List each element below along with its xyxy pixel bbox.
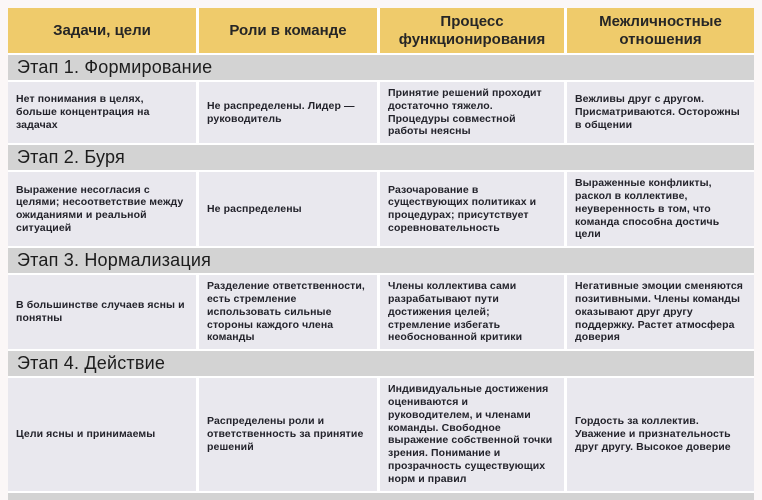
stage-cell-functioning-process: Принятие решений проходит достаточно тяжело. Процедуры совместной работы неясны: [380, 82, 564, 143]
stage-title-bar: [8, 248, 754, 273]
stage-content-row: [8, 275, 754, 349]
stage-title: Этап 4. Действие: [17, 353, 166, 374]
stage-content-row: [8, 378, 754, 490]
stage-section: [8, 248, 754, 349]
stage-cell-tasks-goals: Нет понимания в целях, больше концентрация на задачах: [8, 82, 196, 143]
stage-cell-interpersonal-relations: Гордость за коллектив. Уважение и признательность друг другу. Высокое доверие: [567, 378, 754, 490]
stage-section: [8, 145, 754, 246]
column-header-tasks-goals: Задачи, цели: [8, 8, 196, 53]
stage-cell-interpersonal-relations: Негативные эмоции сменяются позитивными. Члены команды оказывают друг другу поддержку. Растет атмосфера доверия: [567, 275, 754, 349]
column-header-team-roles: Роли в команде: [199, 8, 377, 53]
stage-title-bar: [8, 351, 754, 376]
stage-title: Этап 3. Нормализация: [17, 250, 212, 271]
stage-cell-team-roles: Не распределены. Лидер — руководитель: [199, 82, 377, 143]
stage-section: [8, 55, 754, 143]
stage-cell-functioning-process: Члены коллектива сами разрабатывают пути достижения целей; стремление избегать необоснованной критики: [380, 275, 564, 349]
stage-cell-functioning-process: Индивидуальные достижения оцениваются и руководителем, и членами команды. Свободное выражение собственной точки зрения. Понимание и прозрачность существующих норм и правил: [380, 378, 564, 490]
stage-title-bar: [8, 55, 754, 80]
stage-cell-tasks-goals: Выражение несогласия с целями; несоответствие между ожиданиями и реальной ситуацией: [8, 172, 196, 246]
stage-cell-tasks-goals: В большинстве случаев ясны и понятны: [8, 275, 196, 349]
stage-cell-team-roles: Распределены роли и ответственность за принятие решений: [199, 378, 377, 490]
stage-cell-functioning-process: Разочарование в существующих политиках и процедурах; присутствует соревновательность: [380, 172, 564, 246]
stage-cell-tasks-goals: Цели ясны и принимаемы: [8, 378, 196, 490]
stage-title: Этап 2. Буря: [17, 147, 125, 168]
stage-content-row: [8, 172, 754, 246]
team-development-stages-table: [8, 8, 754, 500]
stage-cell-interpersonal-relations: Вежливы друг с другом. Присматриваются. Осторожны в общении: [567, 82, 754, 143]
stage-cell-team-roles: Не распределены: [199, 172, 377, 246]
stage-cell-team-roles: Разделение ответственности, есть стремление использовать сильные стороны каждого члена команды: [199, 275, 377, 349]
table-bottom-strip: [8, 493, 754, 500]
stage-title: Этап 1. Формирование: [17, 57, 213, 77]
stage-content-row: [8, 82, 754, 143]
stage-title-bar: [8, 145, 754, 170]
column-header-functioning-process: Процесс функционирования: [380, 8, 564, 53]
stage-section: [8, 351, 754, 490]
column-header-interpersonal-relations: Межличностные отношения: [567, 8, 754, 53]
stage-cell-interpersonal-relations: Выраженные конфликты, раскол в коллективе, неуверенность в том, что команда способна достичь цели: [567, 172, 754, 246]
table-header-row: [8, 8, 754, 53]
stages-container: [8, 55, 754, 491]
